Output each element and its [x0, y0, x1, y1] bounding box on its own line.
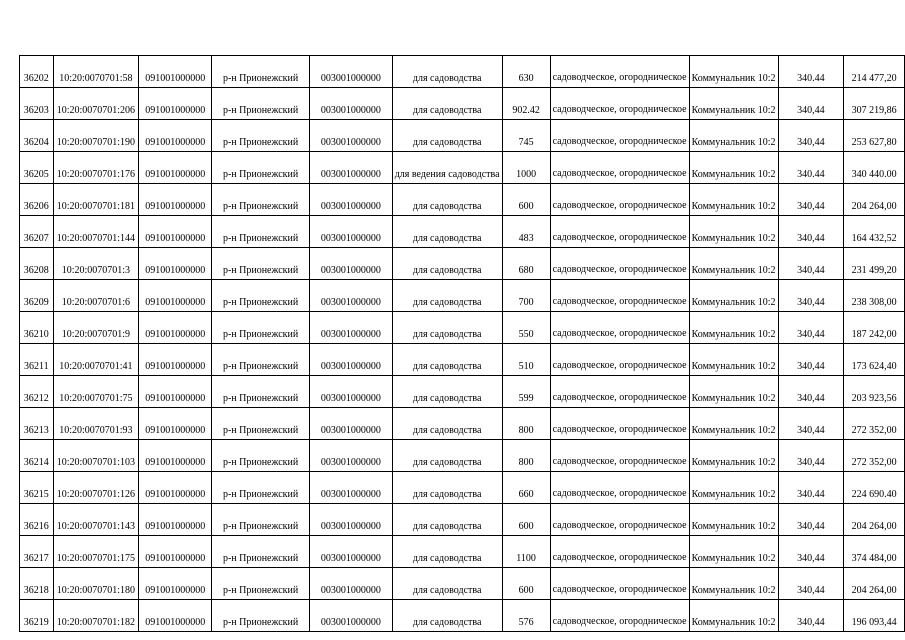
- cadastral-value-cell: 374 484,00: [844, 536, 905, 568]
- area-cell: 599: [502, 376, 550, 408]
- permitted-use-cell: для садоводства: [392, 248, 502, 280]
- settlement-name-cell: Коммунальник 10:2: [689, 56, 778, 88]
- settlement-name-cell: Коммунальник 10:2: [689, 312, 778, 344]
- oktmo-code-cell: 003001000000: [309, 248, 392, 280]
- oktmo-code-cell: 003001000000: [309, 376, 392, 408]
- district-cell: р-н Прионежский: [212, 344, 310, 376]
- area-cell: 550: [502, 312, 550, 344]
- unit-price-cell: 340,44: [778, 312, 844, 344]
- okato-code-cell: 091001000000: [139, 376, 212, 408]
- district-cell: р-н Прионежский: [212, 568, 310, 600]
- district-cell: р-н Прионежский: [212, 88, 310, 120]
- oktmo-code-cell: 003001000000: [309, 536, 392, 568]
- area-cell: 660: [502, 472, 550, 504]
- permitted-use-cell: для садоводства: [392, 504, 502, 536]
- okato-code-cell: 091001000000: [139, 248, 212, 280]
- area-cell: 1000: [502, 152, 550, 184]
- area-cell: 600: [502, 184, 550, 216]
- settlement-name-cell: Коммунальник 10:2: [689, 88, 778, 120]
- permitted-use-cell: для садоводства: [392, 344, 502, 376]
- cadastral-value-cell: 238 308,00: [844, 280, 905, 312]
- row-number-cell: 36204: [20, 120, 54, 152]
- okato-code-cell: 091001000000: [139, 568, 212, 600]
- row-number-cell: 36209: [20, 280, 54, 312]
- row-number-cell: 36210: [20, 312, 54, 344]
- area-cell: 902.42: [502, 88, 550, 120]
- okato-code-cell: 091001000000: [139, 440, 212, 472]
- table-row: [20, 440, 905, 472]
- okato-code-cell: 091001000000: [139, 536, 212, 568]
- district-cell: р-н Прионежский: [212, 536, 310, 568]
- district-cell: р-н Прионежский: [212, 216, 310, 248]
- unit-price-cell: 340,44: [778, 216, 844, 248]
- cadastral-value-cell: 173 624,40: [844, 344, 905, 376]
- cadastral-value-cell: 340 440.00: [844, 152, 905, 184]
- land-category-cell: садоводческое, огородническое: [550, 56, 689, 88]
- unit-price-cell: 340.44: [778, 152, 844, 184]
- cadastral-value-cell: 272 352,00: [844, 440, 905, 472]
- table-row: [20, 56, 905, 88]
- okato-code-cell: 091001000000: [139, 344, 212, 376]
- row-number-cell: 36219: [20, 600, 54, 632]
- okato-code-cell: 091001000000: [139, 152, 212, 184]
- unit-price-cell: 340.44: [778, 56, 844, 88]
- land-category-cell: садоводческое, огородническое: [550, 376, 689, 408]
- cadastral-value-cell: 204 264,00: [844, 568, 905, 600]
- unit-price-cell: 340,44: [778, 344, 844, 376]
- area-cell: 700: [502, 280, 550, 312]
- table-row: [20, 376, 905, 408]
- oktmo-code-cell: 003001000000: [309, 56, 392, 88]
- table-row: [20, 344, 905, 376]
- okato-code-cell: 091001000000: [139, 408, 212, 440]
- cadastral-value-cell: 253 627,80: [844, 120, 905, 152]
- row-number-cell: 36218: [20, 568, 54, 600]
- table-row: [20, 568, 905, 600]
- district-cell: р-н Прионежский: [212, 408, 310, 440]
- land-category-cell: садоводческое, огородническое: [550, 312, 689, 344]
- area-cell: 483: [502, 216, 550, 248]
- settlement-name-cell: Коммунальник 10:2: [689, 504, 778, 536]
- land-category-cell: садоводческое, огородническое: [550, 600, 689, 632]
- oktmo-code-cell: 003001000000: [309, 152, 392, 184]
- area-cell: 680: [502, 248, 550, 280]
- cadastral-value-cell: 307 219,86: [844, 88, 905, 120]
- okato-code-cell: 091001000000: [139, 472, 212, 504]
- cadastral-number-cell: 10:20:0070701:3: [53, 248, 139, 280]
- oktmo-code-cell: 003001000000: [309, 568, 392, 600]
- cadastral-value-cell: 204 264,00: [844, 184, 905, 216]
- oktmo-code-cell: 003001000000: [309, 472, 392, 504]
- row-number-cell: 36216: [20, 504, 54, 536]
- row-number-cell: 36202: [20, 56, 54, 88]
- unit-price-cell: 340.44: [778, 472, 844, 504]
- permitted-use-cell: для садоводства: [392, 536, 502, 568]
- district-cell: р-н Прионежский: [212, 280, 310, 312]
- cadastral-number-cell: 10:20:0070701:126: [53, 472, 139, 504]
- area-cell: 1100: [502, 536, 550, 568]
- document-sheet: [19, 55, 905, 632]
- okato-code-cell: 091001000000: [139, 56, 212, 88]
- oktmo-code-cell: 003001000000: [309, 184, 392, 216]
- cadastral-number-cell: 10:20:0070701:180: [53, 568, 139, 600]
- row-number-cell: 36212: [20, 376, 54, 408]
- okato-code-cell: 091001000000: [139, 184, 212, 216]
- permitted-use-cell: для садоводства: [392, 280, 502, 312]
- settlement-name-cell: Коммунальник 10:2: [689, 152, 778, 184]
- settlement-name-cell: Коммунальник 10:2: [689, 216, 778, 248]
- settlement-name-cell: Коммунальник 10:2: [689, 600, 778, 632]
- district-cell: р-н Прионежский: [212, 152, 310, 184]
- settlement-name-cell: Коммунальник 10:2: [689, 408, 778, 440]
- district-cell: р-н Прионежский: [212, 56, 310, 88]
- cadastral-number-cell: 10:20:0070701:143: [53, 504, 139, 536]
- land-category-cell: садоводческое, огородническое: [550, 472, 689, 504]
- settlement-name-cell: Коммунальник 10:2: [689, 344, 778, 376]
- district-cell: р-н Прионежский: [212, 312, 310, 344]
- permitted-use-cell: для садоводства: [392, 120, 502, 152]
- cadastral-value-cell: 231 499,20: [844, 248, 905, 280]
- oktmo-code-cell: 003001000000: [309, 408, 392, 440]
- area-cell: 630: [502, 56, 550, 88]
- table-body: [20, 56, 905, 632]
- cadastral-number-cell: 10:20:0070701:206: [53, 88, 139, 120]
- row-number-cell: 36214: [20, 440, 54, 472]
- okato-code-cell: 091001000000: [139, 280, 212, 312]
- land-category-cell: садоводческое, огородническое: [550, 248, 689, 280]
- district-cell: р-н Прионежский: [212, 472, 310, 504]
- land-category-cell: садоводческое, огородническое: [550, 120, 689, 152]
- settlement-name-cell: Коммунальник 10:2: [689, 568, 778, 600]
- table-row: [20, 120, 905, 152]
- permitted-use-cell: для садоводства: [392, 216, 502, 248]
- district-cell: р-н Прионежский: [212, 504, 310, 536]
- land-category-cell: садоводческое, огородническое: [550, 568, 689, 600]
- cadastral-value-cell: 203 923,56: [844, 376, 905, 408]
- table-row: [20, 280, 905, 312]
- land-category-cell: садоводческое, огородническое: [550, 408, 689, 440]
- district-cell: р-н Прионежский: [212, 440, 310, 472]
- row-number-cell: 36208: [20, 248, 54, 280]
- permitted-use-cell: для садоводства: [392, 568, 502, 600]
- oktmo-code-cell: 003001000000: [309, 504, 392, 536]
- unit-price-cell: 340,44: [778, 280, 844, 312]
- oktmo-code-cell: 003001000000: [309, 216, 392, 248]
- cadastral-value-cell: 187 242,00: [844, 312, 905, 344]
- oktmo-code-cell: 003001000000: [309, 280, 392, 312]
- cadastral-number-cell: 10:20:0070701:144: [53, 216, 139, 248]
- unit-price-cell: 340,44: [778, 504, 844, 536]
- cadastral-number-cell: 10:20:0070701:41: [53, 344, 139, 376]
- row-number-cell: 36213: [20, 408, 54, 440]
- permitted-use-cell: для садоводства: [392, 88, 502, 120]
- permitted-use-cell: для садоводства: [392, 472, 502, 504]
- table-row: [20, 88, 905, 120]
- okato-code-cell: 091001000000: [139, 600, 212, 632]
- cadastral-number-cell: 10:20:0070701:176: [53, 152, 139, 184]
- cadastral-number-cell: 10:20:0070701:93: [53, 408, 139, 440]
- land-category-cell: садоводческое, огородническое: [550, 344, 689, 376]
- settlement-name-cell: Коммунальник 10:2: [689, 536, 778, 568]
- settlement-name-cell: Коммунальник 10:2: [689, 472, 778, 504]
- cadastral-number-cell: 10:20:0070701:190: [53, 120, 139, 152]
- settlement-name-cell: Коммунальник 10:2: [689, 120, 778, 152]
- row-number-cell: 36207: [20, 216, 54, 248]
- oktmo-code-cell: 003001000000: [309, 440, 392, 472]
- land-category-cell: садоводческое, огородническое: [550, 216, 689, 248]
- oktmo-code-cell: 003001000000: [309, 120, 392, 152]
- cadastral-number-cell: 10:20:0070701:181: [53, 184, 139, 216]
- cadastral-value-cell: 272 352,00: [844, 408, 905, 440]
- cadastral-value-cell: 204 264,00: [844, 504, 905, 536]
- cadastral-number-cell: 10:20:0070701:175: [53, 536, 139, 568]
- cadastral-number-cell: 10:20:0070701:182: [53, 600, 139, 632]
- district-cell: р-н Прионежский: [212, 184, 310, 216]
- cadastral-number-cell: 10:20:0070701:6: [53, 280, 139, 312]
- table-row: [20, 536, 905, 568]
- permitted-use-cell: для садоводства: [392, 184, 502, 216]
- land-category-cell: садоводческое, огородническое: [550, 536, 689, 568]
- row-number-cell: 36215: [20, 472, 54, 504]
- cadastral-value-cell: 196 093,44: [844, 600, 905, 632]
- table-row: [20, 504, 905, 536]
- unit-price-cell: 340,44: [778, 440, 844, 472]
- district-cell: р-н Прионежский: [212, 120, 310, 152]
- unit-price-cell: 340,44: [778, 184, 844, 216]
- cadastral-number-cell: 10:20:0070701:103: [53, 440, 139, 472]
- settlement-name-cell: Коммунальник 10:2: [689, 280, 778, 312]
- table-row: [20, 472, 905, 504]
- district-cell: р-н Прионежский: [212, 248, 310, 280]
- unit-price-cell: 340,44: [778, 536, 844, 568]
- okato-code-cell: 091001000000: [139, 312, 212, 344]
- land-category-cell: садоводческое, огородническое: [550, 504, 689, 536]
- row-number-cell: 36205: [20, 152, 54, 184]
- area-cell: 576: [502, 600, 550, 632]
- cadastral-number-cell: 10:20:0070701:75: [53, 376, 139, 408]
- district-cell: р-н Прионежский: [212, 376, 310, 408]
- land-category-cell: садоводческое, огородническое: [550, 152, 689, 184]
- settlement-name-cell: Коммунальник 10:2: [689, 440, 778, 472]
- row-number-cell: 36206: [20, 184, 54, 216]
- row-number-cell: 36211: [20, 344, 54, 376]
- permitted-use-cell: для садоводства: [392, 376, 502, 408]
- cadastral-value-cell: 214 477,20: [844, 56, 905, 88]
- unit-price-cell: 340,44: [778, 120, 844, 152]
- settlement-name-cell: Коммунальник 10:2: [689, 376, 778, 408]
- okato-code-cell: 091001000000: [139, 120, 212, 152]
- row-number-cell: 36217: [20, 536, 54, 568]
- land-registry-table: [19, 55, 905, 632]
- okato-code-cell: 091001000000: [139, 216, 212, 248]
- table-row: [20, 312, 905, 344]
- land-category-cell: садоводческое, огородническое: [550, 88, 689, 120]
- area-cell: 800: [502, 408, 550, 440]
- oktmo-code-cell: 003001000000: [309, 88, 392, 120]
- cadastral-value-cell: 164 432,52: [844, 216, 905, 248]
- oktmo-code-cell: 003001000000: [309, 344, 392, 376]
- okato-code-cell: 091001000000: [139, 88, 212, 120]
- land-category-cell: садоводческое, огородническое: [550, 184, 689, 216]
- table-row: [20, 248, 905, 280]
- table-row: [20, 152, 905, 184]
- table-row: [20, 600, 905, 632]
- oktmo-code-cell: 003001000000: [309, 600, 392, 632]
- cadastral-number-cell: 10:20:0070701:9: [53, 312, 139, 344]
- table-row: [20, 184, 905, 216]
- area-cell: 745: [502, 120, 550, 152]
- permitted-use-cell: для садоводства: [392, 408, 502, 440]
- okato-code-cell: 091001000000: [139, 504, 212, 536]
- area-cell: 600: [502, 504, 550, 536]
- unit-price-cell: 340,44: [778, 88, 844, 120]
- area-cell: 600: [502, 568, 550, 600]
- unit-price-cell: 340,44: [778, 568, 844, 600]
- cadastral-number-cell: 10:20:0070701:58: [53, 56, 139, 88]
- permitted-use-cell: для садоводства: [392, 440, 502, 472]
- unit-price-cell: 340,44: [778, 408, 844, 440]
- permitted-use-cell: для садоводства: [392, 56, 502, 88]
- area-cell: 800: [502, 440, 550, 472]
- oktmo-code-cell: 003001000000: [309, 312, 392, 344]
- area-cell: 510: [502, 344, 550, 376]
- settlement-name-cell: Коммунальник 10:2: [689, 184, 778, 216]
- permitted-use-cell: для ведения садоводства: [392, 152, 502, 184]
- district-cell: р-н Прионежский: [212, 600, 310, 632]
- land-category-cell: садоводческое, огородническое: [550, 280, 689, 312]
- cadastral-value-cell: 224 690.40: [844, 472, 905, 504]
- permitted-use-cell: для садоводства: [392, 312, 502, 344]
- unit-price-cell: 340,44: [778, 376, 844, 408]
- table-row: [20, 216, 905, 248]
- unit-price-cell: 340,44: [778, 248, 844, 280]
- row-number-cell: 36203: [20, 88, 54, 120]
- unit-price-cell: 340,44: [778, 600, 844, 632]
- permitted-use-cell: для садоводства: [392, 600, 502, 632]
- land-category-cell: садоводческое, огородническое: [550, 440, 689, 472]
- table-row: [20, 408, 905, 440]
- settlement-name-cell: Коммунальник 10:2: [689, 248, 778, 280]
